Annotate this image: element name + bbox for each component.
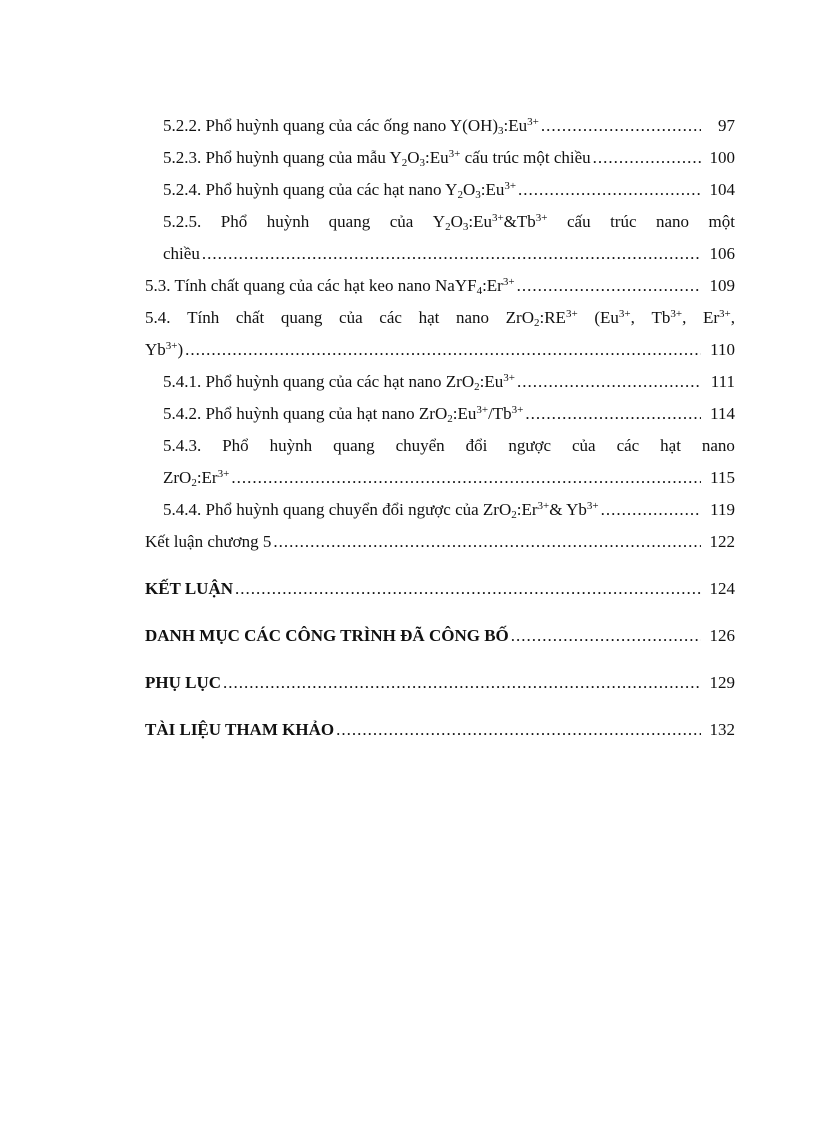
toc-page-number: 109	[709, 276, 735, 295]
toc-entry-line2[interactable]	[145, 462, 735, 494]
toc-entry-appendix[interactable]	[145, 667, 735, 699]
toc-entry-references[interactable]	[145, 714, 735, 746]
toc-page-number: 106	[709, 244, 735, 263]
toc-page-number: 132	[709, 720, 735, 739]
toc-entry-title: 5.4.4. Phổ huỳnh quang chuyển đổi ngược của $ZrO_2:Er^{3+}\&$ $Yb^{3+}$	[163, 500, 599, 521]
table-of-contents	[145, 110, 735, 746]
toc-page-number: 115	[710, 468, 735, 487]
dot-leader	[235, 573, 701, 605]
toc-entry-title: 5.2.2. Phổ huỳnh quang của các ống nano $Y(OH)_3:Eu^{3+}$	[163, 116, 539, 137]
toc-entry-title: 5.2.4. Phổ huỳnh quang của các hạt nano $Y_2O_3:Eu^{3+}$	[163, 180, 517, 201]
toc-entry-title: 5.4.1. Phổ huỳnh quang của các hạt nano $ZrO_2:Eu^{3+}$	[163, 372, 515, 393]
toc-page-number: 110	[710, 340, 735, 359]
toc-entry[interactable]	[145, 494, 735, 526]
toc-entry-title: PHỤ LỤC	[145, 673, 222, 692]
toc-entry[interactable]	[145, 174, 735, 206]
toc-entry-title: 5.2.3. Phổ huỳnh quang của mẫu $Y_2O_3:Eu^{3+}$ cấu trúc một chiều	[163, 148, 591, 169]
toc-entry-title: DANH MỤC CÁC CÔNG TRÌNH ĐÃ CÔNG BỐ	[145, 626, 509, 645]
toc-page-number: 129	[709, 673, 735, 692]
toc-entry-title: $Yb^{3+}$)	[145, 340, 184, 359]
dot-leader	[185, 334, 701, 366]
toc-entry-line2[interactable]	[145, 238, 735, 270]
dot-leader	[202, 238, 701, 270]
toc-page-number: 124	[709, 579, 735, 598]
toc-entry[interactable]	[145, 142, 735, 174]
toc-entry[interactable]	[145, 110, 735, 142]
toc-page-number: 100	[709, 148, 735, 167]
dot-leader	[517, 366, 701, 398]
toc-entry[interactable]	[145, 270, 735, 302]
dot-leader	[517, 270, 701, 302]
toc-entry-line1[interactable]: 5.2.5. Phổ huỳnh quang của $Y_2O_3:Eu^{3+}\&Tb^{3+}$ cấu trúc nano một	[163, 212, 735, 233]
toc-page-number: 104	[709, 180, 735, 199]
dot-leader	[593, 142, 701, 174]
dot-leader	[273, 526, 701, 558]
dot-leader	[231, 462, 701, 494]
dot-leader	[518, 174, 701, 206]
toc-entry-publications[interactable]	[145, 620, 735, 652]
toc-entry-title: $ZrO_2:Er^{3+}$	[163, 468, 230, 489]
toc-page-number: 122	[709, 532, 735, 551]
toc-page-number: 114	[710, 404, 735, 423]
dot-leader	[601, 494, 701, 526]
toc-page-number: 119	[710, 500, 735, 519]
toc-entry-title: Kết luận chương 5	[145, 532, 272, 551]
toc-entry[interactable]	[145, 366, 735, 398]
dot-leader	[336, 714, 701, 746]
dot-leader	[223, 667, 701, 699]
toc-entry-line2[interactable]	[145, 334, 735, 366]
toc-entry-title: KẾT LUẬN	[145, 579, 234, 598]
dot-leader	[525, 398, 701, 430]
dot-leader	[511, 620, 701, 652]
toc-page-number: 126	[709, 626, 735, 645]
toc-entry[interactable]	[145, 526, 735, 558]
toc-entry-conclusion[interactable]	[145, 573, 735, 605]
toc-entry-title: 5.3. Tính chất quang của các hạt keo nano $NaYF_4:Er^{3+}$	[145, 276, 515, 297]
toc-entry-title: TÀI LIỆU THAM KHẢO	[145, 720, 335, 739]
toc-entry-line1[interactable]: 5.4. Tính chất quang của các hạt nano $ZrO_2:RE^{3+}$ ($Eu^{3+}$, $Tb^{3+}$, $Er^{3+}$,	[145, 308, 735, 329]
toc-entry[interactable]	[145, 398, 735, 430]
dot-leader	[541, 110, 701, 142]
toc-page-number: 97	[718, 116, 735, 135]
toc-page-number: 111	[710, 372, 735, 391]
toc-entry-title: chiều	[163, 244, 200, 263]
toc-entry-line1[interactable]: 5.4.3. Phổ huỳnh quang chuyển đổi ngược của các hạt nano	[163, 436, 735, 455]
toc-entry-title: 5.4.2. Phổ huỳnh quang của hạt nano $ZrO_2:Eu^{3+}/Tb^{3+}$	[163, 404, 524, 425]
